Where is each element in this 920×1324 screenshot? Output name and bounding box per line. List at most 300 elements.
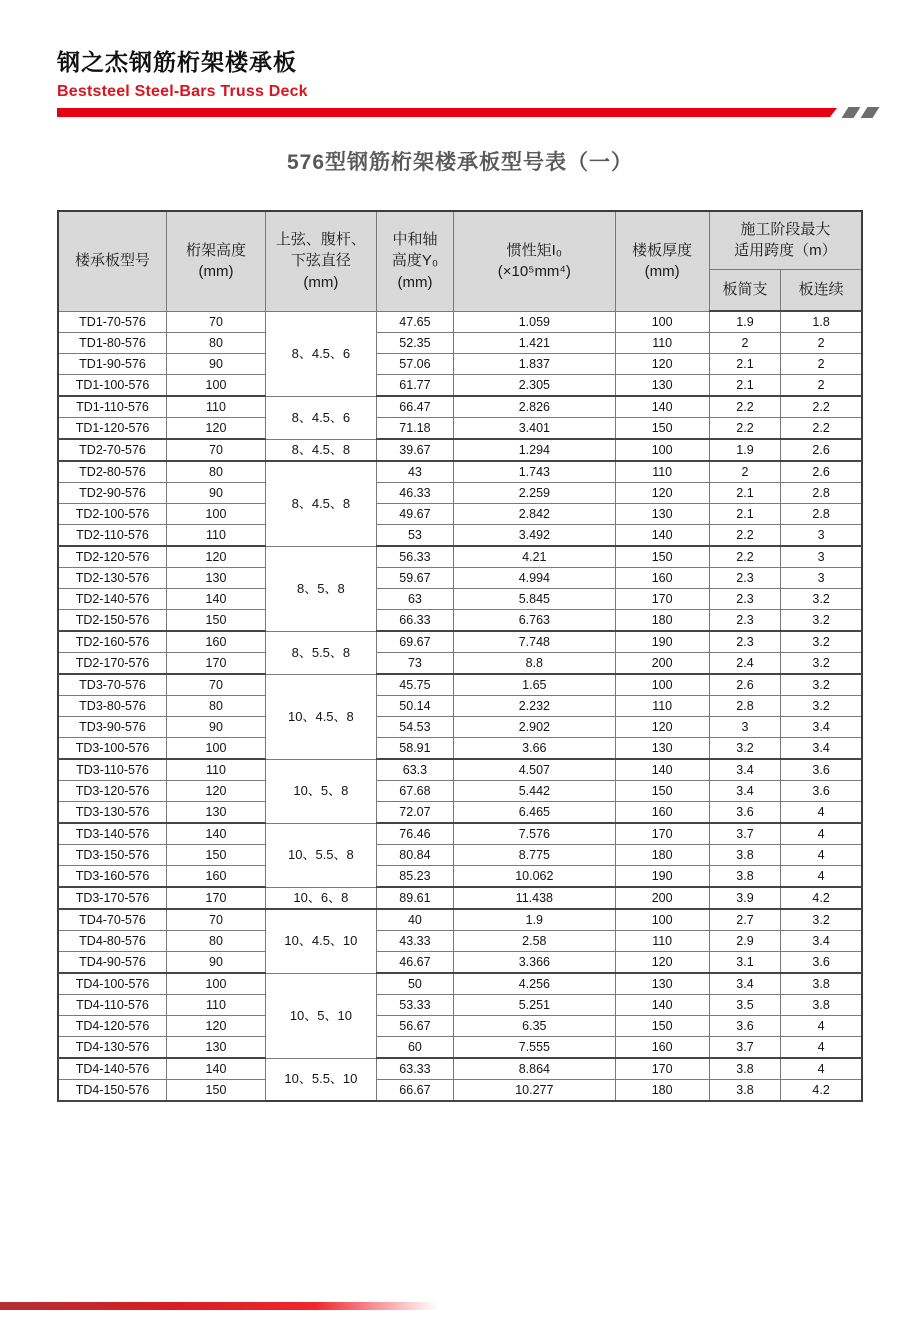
cell-slab-thickness: 150 <box>615 781 709 802</box>
cell-neutral-axis: 58.91 <box>376 738 453 760</box>
cell-neutral-axis: 50.14 <box>376 696 453 717</box>
cell-span-simple: 2.3 <box>709 568 781 589</box>
red-accent-bar <box>57 108 837 117</box>
cell-model: TD2-90-576 <box>58 483 167 504</box>
cell-span-simple: 3.7 <box>709 823 781 845</box>
table-row <box>58 759 862 781</box>
cell-model: TD4-120-576 <box>58 1016 167 1037</box>
cell-inertia: 4.256 <box>454 973 616 995</box>
cell-diameter: 8、4.5、8 <box>265 439 376 461</box>
cell-inertia: 11.438 <box>454 887 616 909</box>
cell-span-simple: 3.6 <box>709 1016 781 1037</box>
cell-slab-thickness: 190 <box>615 631 709 653</box>
cell-span-continuous: 3 <box>781 525 862 547</box>
cell-inertia: 3.366 <box>454 952 616 974</box>
cell-span-continuous: 3 <box>781 568 862 589</box>
table-row <box>58 802 862 824</box>
table-row <box>58 568 862 589</box>
cell-model: TD1-70-576 <box>58 311 167 333</box>
cell-inertia: 3.401 <box>454 418 616 440</box>
cell-truss-height: 110 <box>167 396 266 418</box>
cell-neutral-axis: 63.33 <box>376 1058 453 1080</box>
table-row <box>58 781 862 802</box>
cell-model: TD2-160-576 <box>58 631 167 653</box>
table-row <box>58 418 862 440</box>
cell-neutral-axis: 67.68 <box>376 781 453 802</box>
col-header-diameter: 上弦、腹杆、 下弦直径 (mm) <box>265 211 376 311</box>
cell-truss-height: 70 <box>167 909 266 931</box>
cell-span-simple: 3.7 <box>709 1037 781 1059</box>
cell-span-continuous: 2.6 <box>781 461 862 483</box>
cell-inertia: 1.837 <box>454 354 616 375</box>
table-row <box>58 931 862 952</box>
cell-diameter: 10、4.5、10 <box>265 909 376 973</box>
brand-header <box>57 44 308 101</box>
cell-truss-height: 120 <box>167 546 266 568</box>
cell-diameter: 10、6、8 <box>265 887 376 909</box>
col-header-simple-support: 板简支 <box>709 269 781 311</box>
cell-neutral-axis: 43.33 <box>376 931 453 952</box>
cell-diameter: 10、4.5、8 <box>265 674 376 759</box>
cell-neutral-axis: 56.67 <box>376 1016 453 1037</box>
cell-neutral-axis: 66.33 <box>376 610 453 632</box>
cell-inertia: 5.251 <box>454 995 616 1016</box>
cell-inertia: 10.062 <box>454 866 616 888</box>
cell-neutral-axis: 46.33 <box>376 483 453 504</box>
cell-diameter: 10、5、8 <box>265 759 376 823</box>
cell-span-simple: 2.9 <box>709 931 781 952</box>
cell-model: TD2-100-576 <box>58 504 167 525</box>
cell-span-simple: 2.2 <box>709 546 781 568</box>
cell-slab-thickness: 110 <box>615 696 709 717</box>
col-header-continuous: 板连续 <box>781 269 862 311</box>
cell-neutral-axis: 72.07 <box>376 802 453 824</box>
cell-model: TD3-150-576 <box>58 845 167 866</box>
cell-slab-thickness: 120 <box>615 717 709 738</box>
cell-diameter: 8、4.5、8 <box>265 461 376 546</box>
cell-model: TD4-90-576 <box>58 952 167 974</box>
cell-span-continuous: 2.8 <box>781 504 862 525</box>
cell-truss-height: 120 <box>167 781 266 802</box>
page-title: 576型钢筋桁架楼承板型号表（一） <box>286 151 634 174</box>
cell-inertia: 1.9 <box>454 909 616 931</box>
cell-model: TD2-130-576 <box>58 568 167 589</box>
cell-truss-height: 130 <box>167 802 266 824</box>
cell-inertia: 1.65 <box>454 674 616 696</box>
cell-truss-height: 130 <box>167 1037 266 1059</box>
cell-inertia: 10.277 <box>454 1080 616 1102</box>
cell-truss-height: 70 <box>167 439 266 461</box>
col-header-model: 楼承板型号 <box>58 211 167 311</box>
cell-inertia: 8.864 <box>454 1058 616 1080</box>
cell-slab-thickness: 110 <box>615 931 709 952</box>
cell-neutral-axis: 56.33 <box>376 546 453 568</box>
cell-span-simple: 2.1 <box>709 375 781 397</box>
cell-neutral-axis: 57.06 <box>376 354 453 375</box>
cell-model: TD2-80-576 <box>58 461 167 483</box>
table-row <box>58 696 862 717</box>
cell-span-continuous: 4.2 <box>781 887 862 909</box>
cell-span-simple: 1.9 <box>709 439 781 461</box>
cell-span-simple: 2.2 <box>709 396 781 418</box>
cell-span-continuous: 3.2 <box>781 610 862 632</box>
cell-truss-height: 70 <box>167 674 266 696</box>
table-row <box>58 589 862 610</box>
cell-span-simple: 2.7 <box>709 909 781 931</box>
cell-inertia: 7.748 <box>454 631 616 653</box>
cell-span-continuous: 3.4 <box>781 717 862 738</box>
cell-truss-height: 100 <box>167 375 266 397</box>
cell-span-simple: 2.8 <box>709 696 781 717</box>
spec-table <box>57 210 863 1102</box>
table-body <box>58 311 862 1101</box>
cell-slab-thickness: 100 <box>615 909 709 931</box>
cell-neutral-axis: 54.53 <box>376 717 453 738</box>
cell-inertia: 6.465 <box>454 802 616 824</box>
cell-diameter: 8、5、8 <box>265 546 376 631</box>
cell-span-simple: 2.6 <box>709 674 781 696</box>
table-row <box>58 995 862 1016</box>
cell-neutral-axis: 63 <box>376 589 453 610</box>
cell-diameter: 8、4.5、6 <box>265 396 376 439</box>
cell-span-simple: 3.1 <box>709 952 781 974</box>
cell-slab-thickness: 170 <box>615 1058 709 1080</box>
cell-truss-height: 80 <box>167 461 266 483</box>
cell-slab-thickness: 140 <box>615 525 709 547</box>
cell-model: TD3-100-576 <box>58 738 167 760</box>
cell-span-continuous: 3.8 <box>781 973 862 995</box>
cell-span-continuous: 3.2 <box>781 631 862 653</box>
cell-truss-height: 120 <box>167 1016 266 1037</box>
cell-diameter: 10、5.5、8 <box>265 823 376 887</box>
cell-model: TD4-80-576 <box>58 931 167 952</box>
cell-model: TD2-70-576 <box>58 439 167 461</box>
cell-model: TD1-90-576 <box>58 354 167 375</box>
table-row <box>58 823 862 845</box>
table-row <box>58 653 862 675</box>
cell-model: TD3-130-576 <box>58 802 167 824</box>
cell-inertia: 2.259 <box>454 483 616 504</box>
cell-truss-height: 150 <box>167 845 266 866</box>
cell-truss-height: 110 <box>167 759 266 781</box>
cell-slab-thickness: 160 <box>615 568 709 589</box>
cell-model: TD3-140-576 <box>58 823 167 845</box>
cell-span-simple: 2.3 <box>709 589 781 610</box>
cell-slab-thickness: 120 <box>615 354 709 375</box>
cell-span-continuous: 3 <box>781 546 862 568</box>
cell-truss-height: 140 <box>167 1058 266 1080</box>
cell-truss-height: 120 <box>167 418 266 440</box>
cell-truss-height: 110 <box>167 995 266 1016</box>
cell-slab-thickness: 170 <box>615 823 709 845</box>
col-header-span-group: 施工阶段最大 适用跨度（m） <box>709 211 862 269</box>
cell-slab-thickness: 120 <box>615 483 709 504</box>
cell-slab-thickness: 170 <box>615 589 709 610</box>
cell-span-simple: 2.1 <box>709 504 781 525</box>
cell-model: TD2-140-576 <box>58 589 167 610</box>
cell-span-simple: 2.2 <box>709 418 781 440</box>
cell-span-continuous: 3.4 <box>781 738 862 760</box>
cell-slab-thickness: 160 <box>615 1037 709 1059</box>
cell-slab-thickness: 200 <box>615 653 709 675</box>
cell-span-continuous: 4 <box>781 866 862 888</box>
cell-truss-height: 130 <box>167 568 266 589</box>
col-header-neutral-axis: 中和轴 高度Y₀ (mm) <box>376 211 453 311</box>
cell-model: TD4-140-576 <box>58 1058 167 1080</box>
table-row <box>58 504 862 525</box>
cell-neutral-axis: 53 <box>376 525 453 547</box>
cell-slab-thickness: 150 <box>615 418 709 440</box>
cell-model: TD2-170-576 <box>58 653 167 675</box>
cell-truss-height: 80 <box>167 931 266 952</box>
cell-span-simple: 3.8 <box>709 845 781 866</box>
cell-slab-thickness: 160 <box>615 802 709 824</box>
cell-diameter: 10、5、10 <box>265 973 376 1058</box>
cell-neutral-axis: 66.47 <box>376 396 453 418</box>
cell-neutral-axis: 45.75 <box>376 674 453 696</box>
table-row <box>58 1058 862 1080</box>
cell-model: TD3-110-576 <box>58 759 167 781</box>
cell-span-continuous: 3.6 <box>781 781 862 802</box>
cell-span-continuous: 2.6 <box>781 439 862 461</box>
cell-neutral-axis: 61.77 <box>376 375 453 397</box>
cell-slab-thickness: 180 <box>615 845 709 866</box>
table-row <box>58 1016 862 1037</box>
cell-diameter: 8、4.5、6 <box>265 311 376 396</box>
cell-model: TD3-160-576 <box>58 866 167 888</box>
cell-inertia: 8.775 <box>454 845 616 866</box>
cell-neutral-axis: 60 <box>376 1037 453 1059</box>
table-row <box>58 674 862 696</box>
cell-neutral-axis: 59.67 <box>376 568 453 589</box>
cell-slab-thickness: 150 <box>615 1016 709 1037</box>
cell-truss-height: 150 <box>167 1080 266 1102</box>
table-row <box>58 483 862 504</box>
cell-neutral-axis: 47.65 <box>376 311 453 333</box>
cell-inertia: 2.58 <box>454 931 616 952</box>
cell-truss-height: 100 <box>167 738 266 760</box>
brand-subtitle-en: Beststeel Steel-Bars Truss Deck <box>57 83 308 100</box>
cell-inertia: 4.21 <box>454 546 616 568</box>
cell-span-simple: 2 <box>709 333 781 354</box>
cell-neutral-axis: 53.33 <box>376 995 453 1016</box>
cell-neutral-axis: 66.67 <box>376 1080 453 1102</box>
cell-neutral-axis: 43 <box>376 461 453 483</box>
cell-inertia: 4.994 <box>454 568 616 589</box>
cell-truss-height: 100 <box>167 973 266 995</box>
cell-neutral-axis: 71.18 <box>376 418 453 440</box>
cell-slab-thickness: 130 <box>615 504 709 525</box>
cell-inertia: 6.763 <box>454 610 616 632</box>
table-row <box>58 738 862 760</box>
cell-span-continuous: 3.2 <box>781 674 862 696</box>
cell-truss-height: 160 <box>167 631 266 653</box>
cell-model: TD3-80-576 <box>58 696 167 717</box>
cell-neutral-axis: 50 <box>376 973 453 995</box>
cell-span-continuous: 2.8 <box>781 483 862 504</box>
cell-slab-thickness: 130 <box>615 375 709 397</box>
cell-truss-height: 150 <box>167 610 266 632</box>
cell-neutral-axis: 73 <box>376 653 453 675</box>
cell-span-simple: 3.4 <box>709 759 781 781</box>
cell-inertia: 1.743 <box>454 461 616 483</box>
cell-slab-thickness: 110 <box>615 333 709 354</box>
cell-truss-height: 90 <box>167 354 266 375</box>
cell-span-continuous: 2 <box>781 333 862 354</box>
cell-span-continuous: 4.2 <box>781 1080 862 1102</box>
cell-span-continuous: 2 <box>781 375 862 397</box>
cell-span-simple: 3.5 <box>709 995 781 1016</box>
cell-inertia: 5.442 <box>454 781 616 802</box>
cell-truss-height: 80 <box>167 696 266 717</box>
cell-slab-thickness: 200 <box>615 887 709 909</box>
slash-icon <box>861 107 880 118</box>
cell-inertia: 2.232 <box>454 696 616 717</box>
cell-model: TD1-100-576 <box>58 375 167 397</box>
cell-inertia: 1.059 <box>454 311 616 333</box>
cell-span-simple: 2.4 <box>709 653 781 675</box>
cell-slab-thickness: 140 <box>615 995 709 1016</box>
table-row <box>58 375 862 397</box>
cell-span-simple: 3.2 <box>709 738 781 760</box>
cell-model: TD4-70-576 <box>58 909 167 931</box>
cell-truss-height: 90 <box>167 483 266 504</box>
cell-inertia: 7.576 <box>454 823 616 845</box>
cell-span-simple: 3.4 <box>709 781 781 802</box>
cell-model: TD3-90-576 <box>58 717 167 738</box>
cell-neutral-axis: 49.67 <box>376 504 453 525</box>
col-header-slab-thickness: 楼板厚度 (mm) <box>615 211 709 311</box>
cell-span-simple: 3.8 <box>709 1058 781 1080</box>
cell-inertia: 7.555 <box>454 1037 616 1059</box>
cell-inertia: 2.902 <box>454 717 616 738</box>
cell-span-simple: 3 <box>709 717 781 738</box>
slash-icon <box>842 107 861 118</box>
cell-span-continuous: 4 <box>781 1058 862 1080</box>
cell-neutral-axis: 85.23 <box>376 866 453 888</box>
table-row <box>58 845 862 866</box>
cell-inertia: 5.845 <box>454 589 616 610</box>
cell-span-simple: 2.3 <box>709 631 781 653</box>
table-row <box>58 311 862 333</box>
cell-span-continuous: 3.2 <box>781 696 862 717</box>
cell-span-continuous: 4 <box>781 1016 862 1037</box>
cell-span-continuous: 3.4 <box>781 931 862 952</box>
cell-model: TD3-170-576 <box>58 887 167 909</box>
cell-inertia: 4.507 <box>454 759 616 781</box>
cell-span-simple: 2.1 <box>709 354 781 375</box>
cell-neutral-axis: 69.67 <box>376 631 453 653</box>
cell-span-continuous: 2.2 <box>781 396 862 418</box>
cell-slab-thickness: 150 <box>615 546 709 568</box>
cell-neutral-axis: 46.67 <box>376 952 453 974</box>
spec-table-container <box>57 210 863 1102</box>
cell-neutral-axis: 63.3 <box>376 759 453 781</box>
table-row <box>58 909 862 931</box>
cell-diameter: 8、5.5、8 <box>265 631 376 674</box>
cell-neutral-axis: 76.46 <box>376 823 453 845</box>
table-row <box>58 546 862 568</box>
cell-truss-height: 90 <box>167 952 266 974</box>
cell-span-continuous: 3.6 <box>781 952 862 974</box>
cell-truss-height: 100 <box>167 504 266 525</box>
cell-span-continuous: 2.2 <box>781 418 862 440</box>
cell-span-continuous: 4 <box>781 845 862 866</box>
cell-neutral-axis: 52.35 <box>376 333 453 354</box>
cell-span-continuous: 3.2 <box>781 589 862 610</box>
cell-model: TD2-150-576 <box>58 610 167 632</box>
cell-slab-thickness: 140 <box>615 759 709 781</box>
cell-model: TD2-110-576 <box>58 525 167 547</box>
cell-span-simple: 3.8 <box>709 866 781 888</box>
cell-slab-thickness: 100 <box>615 674 709 696</box>
cell-inertia: 1.294 <box>454 439 616 461</box>
cell-span-continuous: 4 <box>781 802 862 824</box>
cell-truss-height: 80 <box>167 333 266 354</box>
table-row <box>58 439 862 461</box>
cell-span-continuous: 3.6 <box>781 759 862 781</box>
cell-model: TD4-110-576 <box>58 995 167 1016</box>
table-row <box>58 1037 862 1059</box>
table-row <box>58 461 862 483</box>
cell-slab-thickness: 180 <box>615 1080 709 1102</box>
cell-slab-thickness: 120 <box>615 952 709 974</box>
table-row <box>58 717 862 738</box>
cell-model: TD1-80-576 <box>58 333 167 354</box>
cell-neutral-axis: 40 <box>376 909 453 931</box>
col-header-inertia: 惯性矩I₀ (×10⁵mm⁴) <box>454 211 616 311</box>
cell-span-continuous: 3.8 <box>781 995 862 1016</box>
cell-span-continuous: 1.8 <box>781 311 862 333</box>
cell-inertia: 2.305 <box>454 375 616 397</box>
cell-inertia: 3.66 <box>454 738 616 760</box>
cell-slab-thickness: 130 <box>615 738 709 760</box>
table-row <box>58 887 862 909</box>
cell-truss-height: 70 <box>167 311 266 333</box>
cell-truss-height: 170 <box>167 887 266 909</box>
cell-span-simple: 2.2 <box>709 525 781 547</box>
cell-span-simple: 2.3 <box>709 610 781 632</box>
cell-diameter: 10、5.5、10 <box>265 1058 376 1101</box>
cell-truss-height: 110 <box>167 525 266 547</box>
cell-slab-thickness: 140 <box>615 396 709 418</box>
table-row <box>58 952 862 974</box>
cell-slab-thickness: 110 <box>615 461 709 483</box>
table-row <box>58 1080 862 1102</box>
cell-truss-height: 160 <box>167 866 266 888</box>
col-header-truss-height: 桁架高度 (mm) <box>167 211 266 311</box>
cell-model: TD4-100-576 <box>58 973 167 995</box>
cell-model: TD3-120-576 <box>58 781 167 802</box>
cell-slab-thickness: 190 <box>615 866 709 888</box>
cell-model: TD1-120-576 <box>58 418 167 440</box>
cell-model: TD1-110-576 <box>58 396 167 418</box>
cell-span-simple: 1.9 <box>709 311 781 333</box>
cell-inertia: 2.826 <box>454 396 616 418</box>
table-row <box>58 610 862 632</box>
table-row <box>58 866 862 888</box>
table-row <box>58 333 862 354</box>
cell-span-continuous: 3.2 <box>781 909 862 931</box>
table-row <box>58 525 862 547</box>
cell-span-simple: 2 <box>709 461 781 483</box>
cell-model: TD4-150-576 <box>58 1080 167 1102</box>
cell-neutral-axis: 80.84 <box>376 845 453 866</box>
footer-accent-bar <box>0 1302 437 1310</box>
cell-inertia: 6.35 <box>454 1016 616 1037</box>
cell-span-simple: 3.6 <box>709 802 781 824</box>
cell-slab-thickness: 100 <box>615 439 709 461</box>
